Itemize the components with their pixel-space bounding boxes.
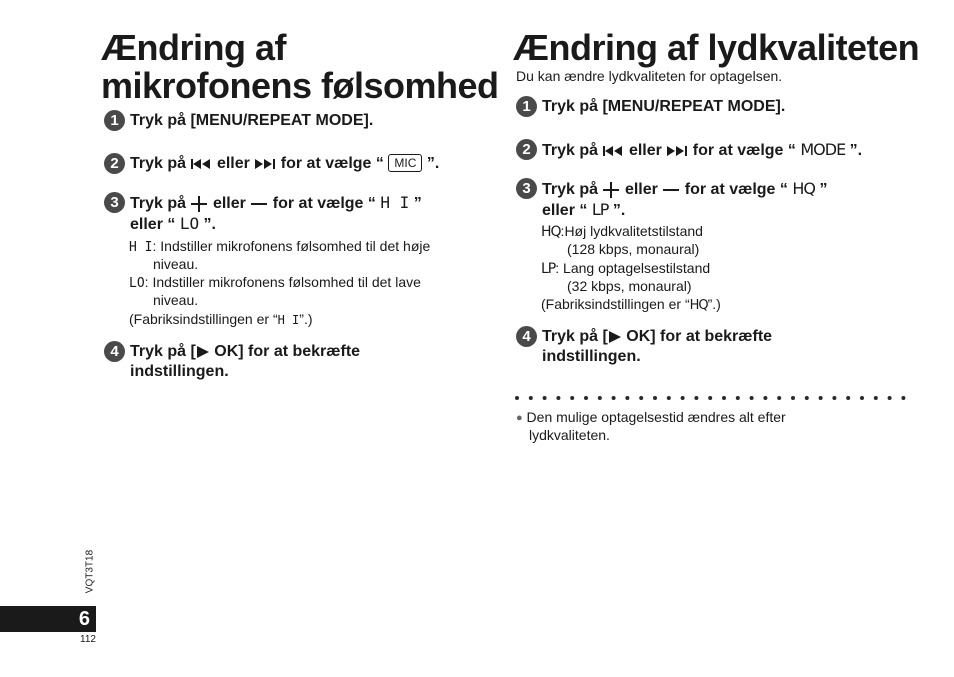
divider-dot <box>819 396 823 400</box>
left-step-3 <box>104 193 422 235</box>
step-text-end: ”. <box>426 155 440 172</box>
lo-symbol-small: LO <box>129 276 145 291</box>
hq-symbol: HQ <box>792 179 815 198</box>
lp-symbol-small: LP <box>541 261 556 277</box>
mic-badge: MIC <box>388 154 422 172</box>
minus-icon <box>662 181 680 199</box>
step-number-badge: 4 <box>104 341 125 362</box>
lo-symbol: LO <box>179 214 200 233</box>
left-title-line1: Ændring af <box>101 27 286 68</box>
step-text-post: for at vælge “ <box>280 155 384 172</box>
hi-desc-line2: niveau. <box>153 256 199 272</box>
divider-dot <box>543 396 547 400</box>
page-number-tab: 6 <box>0 606 96 632</box>
skip-forward-icon <box>254 158 276 170</box>
left-title-line2: mikrofonens følsomhed <box>101 65 499 106</box>
step-number-badge: 2 <box>104 153 125 174</box>
left-title <box>101 29 499 105</box>
divider-dot <box>763 396 767 400</box>
divider-dot <box>556 396 560 400</box>
right-note <box>516 409 846 444</box>
step-text: Tryk på [MENU/REPEAT MODE]. <box>542 98 786 115</box>
note-line2: lydkvaliteten. <box>529 427 610 443</box>
hi-desc-line1: Indstiller mikrofonens følsomhed til det høje <box>160 238 431 254</box>
step-text-pre: Tryk på <box>542 181 599 198</box>
left-step-4 <box>104 342 360 382</box>
step-number-badge: 1 <box>516 96 537 117</box>
step-text-post: OK] for at bekræfte <box>626 328 773 345</box>
step-text-close: ” <box>413 195 422 212</box>
divider-dot <box>612 396 616 400</box>
right-step-3 <box>516 179 827 221</box>
default-pre: (Fabriksindstillingen er “ <box>129 311 278 327</box>
divider-dot <box>888 396 892 400</box>
right-default-note <box>541 296 721 314</box>
hi-symbol-small: H I <box>129 240 153 255</box>
divider-dot <box>584 396 588 400</box>
step-number-badge: 2 <box>516 139 537 160</box>
dotted-divider <box>514 394 906 402</box>
divider-dot <box>777 396 781 400</box>
hi-symbol: H I <box>380 193 410 212</box>
lp-symbol: LP <box>591 200 609 219</box>
lp-desc-line1: Lang optagelsestilstand <box>563 260 711 276</box>
step-text-pre: Tryk på <box>542 142 599 159</box>
divider-dot <box>667 396 671 400</box>
divider-dot <box>750 396 754 400</box>
step-number-badge: 1 <box>104 110 125 131</box>
step-text-line2: indstillingen. <box>542 348 641 365</box>
divider-dot <box>639 396 643 400</box>
step-text-post: OK] for at bekræfte <box>214 343 361 360</box>
divider-dot <box>653 396 657 400</box>
step-text-mid: eller <box>212 195 246 212</box>
lp-description: LP: Lang optagelsestilstand (32 kbps, monaural) <box>541 260 711 294</box>
default-post: ”.) <box>299 311 313 327</box>
divider-dot <box>694 396 698 400</box>
divider-dot <box>570 396 574 400</box>
skip-back-icon <box>602 145 624 157</box>
mode-symbol: MODE <box>800 140 846 159</box>
divider-dot <box>722 396 726 400</box>
step-number-badge: 3 <box>516 178 537 199</box>
note-line1: Den mulige optagelsestid ændres alt efter <box>526 409 786 425</box>
step-text-line2-pre: eller “ <box>130 216 176 233</box>
hq-symbol-small: HQ <box>541 224 561 240</box>
divider-dot <box>529 396 533 400</box>
divider-dot <box>681 396 685 400</box>
plus-icon <box>602 181 620 199</box>
step-text-line2-pre: eller “ <box>542 202 588 219</box>
default-pre: (Fabriksindstillingen er “ <box>541 296 690 312</box>
divider-dot <box>598 396 602 400</box>
divider-dot <box>736 396 740 400</box>
step-number-badge: 3 <box>104 192 125 213</box>
step-text-pre: Tryk på [ <box>542 328 608 345</box>
step-text-pre: Tryk på [ <box>130 343 196 360</box>
divider-dot <box>515 396 519 400</box>
right-step-2 <box>516 140 862 161</box>
step-text-line2: indstillingen. <box>130 363 229 380</box>
step-text-line2-end: ”. <box>203 216 216 233</box>
step-text-pre: Tryk på <box>130 195 187 212</box>
lo-desc-line1: Indstiller mikrofonens følsomhed til det lave <box>152 274 421 290</box>
default-symbol: HQ <box>689 298 708 313</box>
hq-desc-line1: Høj lydkvalitetstilstand <box>564 223 703 239</box>
step-text-end: ”. <box>849 142 863 159</box>
divider-dot <box>805 396 809 400</box>
lp-desc-line2: (32 kbps, monaural) <box>567 278 692 294</box>
step-text-mid: eller <box>216 155 250 172</box>
model-code-wrap <box>82 548 98 600</box>
divider-dot <box>791 396 795 400</box>
right-intro: Du kan ændre lydkvaliteten for optagelsen. <box>516 68 783 84</box>
lo-desc-line2: niveau. <box>153 292 199 308</box>
play-icon <box>608 330 622 344</box>
step-text-mid: eller <box>624 181 658 198</box>
step-text-mid: eller <box>628 142 662 159</box>
left-step-1 <box>104 111 373 131</box>
play-icon <box>196 345 210 359</box>
default-post: ”.) <box>707 296 721 312</box>
plus-icon <box>190 195 208 213</box>
skip-back-icon <box>190 158 212 170</box>
divider-dot <box>846 396 850 400</box>
right-step-4 <box>516 327 772 367</box>
step-text-post: for at vælge “ <box>692 142 796 159</box>
divider-dot <box>625 396 629 400</box>
step-text-close: ” <box>819 181 828 198</box>
hq-desc-line2: (128 kbps, monaural) <box>567 241 700 257</box>
step-number-badge: 4 <box>516 326 537 347</box>
hq-description: HQ:Høj lydkvalitetstilstand (128 kbps, monaural) <box>541 223 703 257</box>
left-step-2 <box>104 154 439 174</box>
divider-dot <box>874 396 878 400</box>
left-default-note <box>129 311 313 329</box>
divider-dot <box>832 396 836 400</box>
divider-dot <box>860 396 864 400</box>
default-symbol: H I <box>277 313 300 327</box>
model-code: VQT3T18 <box>84 549 96 594</box>
right-title: Ændring af lydkvaliteten <box>513 27 920 68</box>
divider-dot <box>901 396 905 400</box>
lo-description: LO: Indstiller mikrofonens følsomhed til det lave niveau. <box>129 274 421 308</box>
divider-dot <box>708 396 712 400</box>
page-small-number: 112 <box>80 634 96 645</box>
step-text-post: for at vælge “ <box>272 195 376 212</box>
skip-forward-icon <box>666 145 688 157</box>
step-text-line2-end: ”. <box>612 202 626 219</box>
right-step-1 <box>516 97 785 117</box>
hi-description: H I: Indstiller mikrofonens følsomhed til det høje niveau. <box>129 238 431 272</box>
step-text-post: for at vælge “ <box>684 181 788 198</box>
step-text-pre: Tryk på <box>130 155 187 172</box>
bullet-icon: ● <box>516 412 523 424</box>
step-text: Tryk på [MENU/REPEAT MODE]. <box>130 112 374 129</box>
minus-icon <box>250 195 268 213</box>
